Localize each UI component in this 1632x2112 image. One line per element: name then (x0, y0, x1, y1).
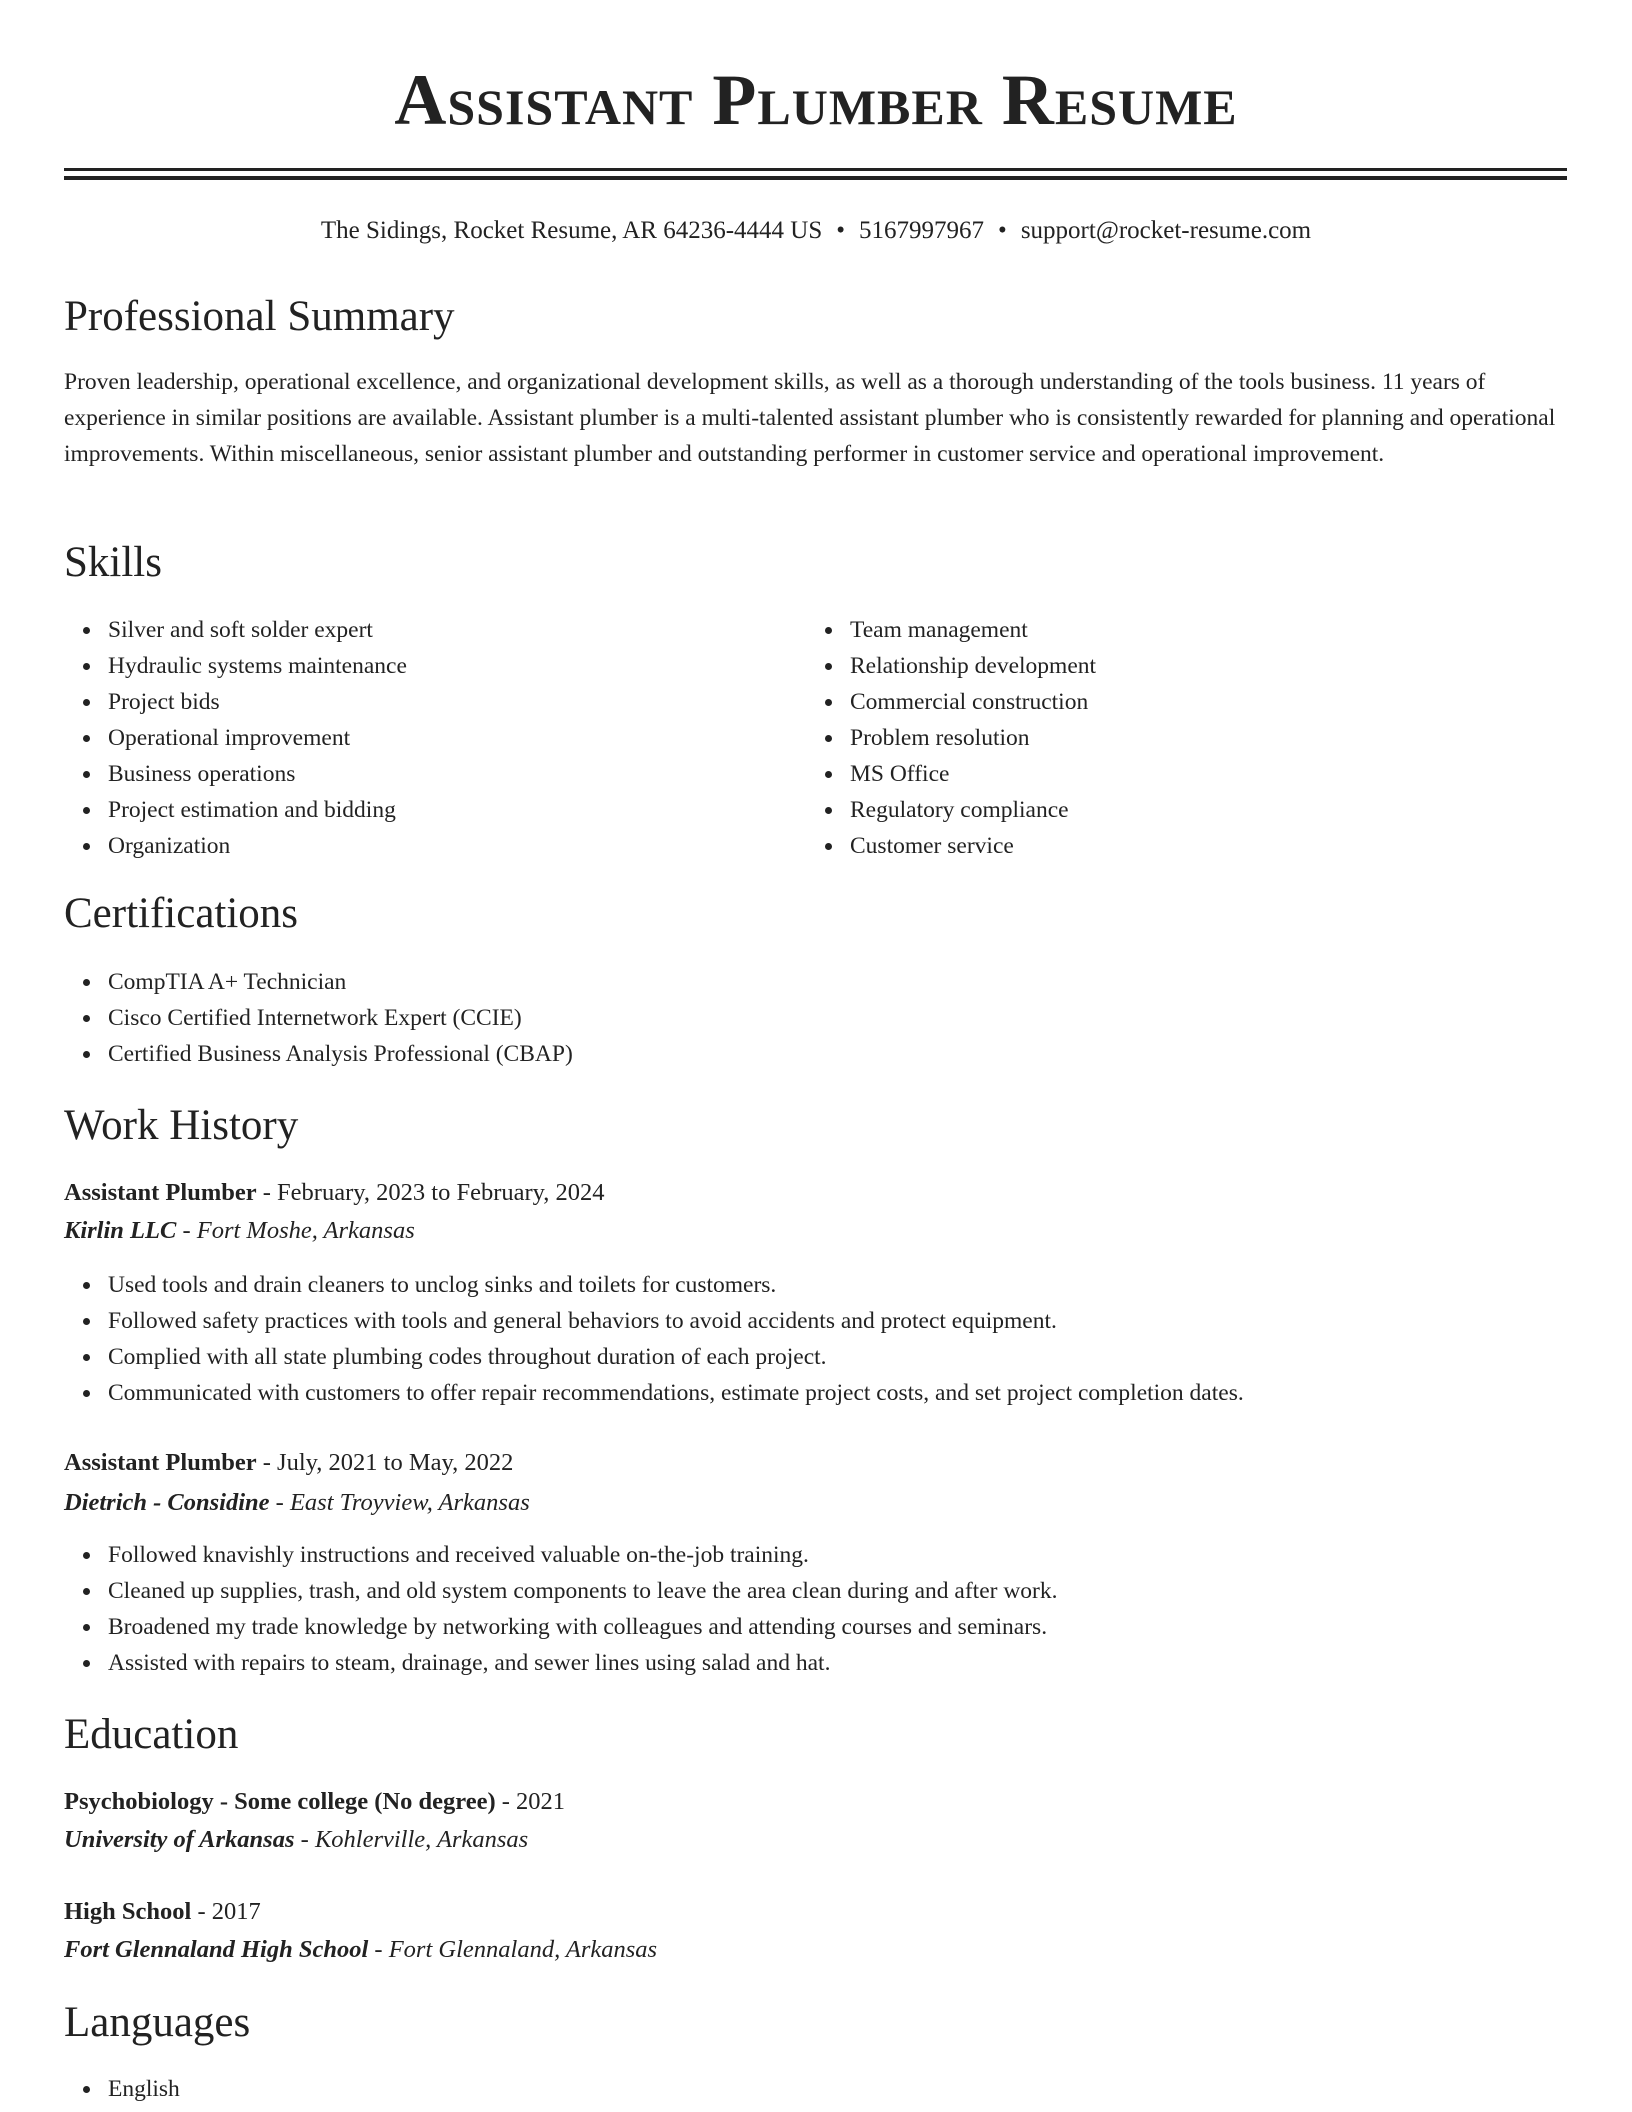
job-location: East Troyview, Arkansas (289, 1489, 530, 1516)
education-degree: High School (64, 1898, 192, 1925)
contact-email[interactable]: support@rocket-resume.com (1020, 217, 1312, 244)
job-entry (64, 1444, 1567, 1522)
title-divider-bottom (64, 176, 1567, 180)
resume-title: Assistant Plumber Resume (394, 60, 1238, 140)
skill-item: Team management (850, 612, 1096, 648)
skill-item: Problem resolution (850, 720, 1096, 756)
education-year: 2017 (211, 1898, 261, 1925)
job-dates: February, 2023 to February, 2024 (277, 1179, 605, 1206)
languages-heading: Languages (64, 1999, 251, 2046)
education-heading: Education (64, 1711, 239, 1758)
skill-item: Project estimation and bidding (108, 792, 407, 828)
summary-body (64, 364, 1567, 472)
skills-column-1 (64, 612, 407, 864)
education-degree: Psychobiology - Some college (No degree) (64, 1788, 496, 1815)
job-bullet-list (64, 1537, 1567, 1681)
job-bullet: Used tools and drain cleaners to unclog sinks and toilets for customers. (108, 1267, 1567, 1303)
job-title: Assistant Plumber (64, 1449, 257, 1476)
certifications-section (64, 889, 1567, 939)
education-degree-line: High School - 2017 (64, 1898, 261, 1925)
work-heading: Work History (64, 1102, 299, 1149)
contact-separator: • (998, 217, 1007, 244)
education-school-line: Fort Glennaland High School - Fort Glennaland, Arkansas (64, 1936, 658, 1963)
education-year: 2021 (516, 1788, 566, 1815)
summary-heading: Professional Summary (64, 293, 455, 340)
skills-heading: Skills (64, 539, 162, 586)
skill-item: Relationship development (850, 648, 1096, 684)
education-entry (64, 1893, 1567, 1969)
education-degree-line: Psychobiology - Some college (No degree) - 2021 (64, 1788, 566, 1815)
title-divider-top (64, 168, 1567, 171)
job-location: Fort Moshe, Arkansas (196, 1217, 415, 1244)
summary-section (64, 292, 1567, 342)
skill-item: Operational improvement (108, 720, 407, 756)
skill-item: Project bids (108, 684, 407, 720)
job-dates: July, 2021 to May, 2022 (277, 1449, 514, 1476)
summary-text: Proven leadership, operational excellence, and organizational development skills, as well as a thorough understanding of the tools business. 11 years of experience in similar positions are available. Assistant plumber is a multi-talented assistant plumber who is consistently rewarded for planning and operational improvements. Within miscellaneous, senior assistant plumber and outstanding performer in customer service and operational improvement. (64, 369, 1556, 467)
job-bullet-list (64, 1267, 1567, 1411)
job-title-line: Assistant Plumber - February, 2023 to February, 2024 (64, 1179, 605, 1206)
job-bullets (64, 1267, 1567, 1411)
certification-item: Certified Business Analysis Professional (CBAP) (108, 1036, 1567, 1072)
job-bullet: Assisted with repairs to steam, drainage, and sewer lines using salad and hat. (108, 1645, 1567, 1681)
job-entry (64, 1174, 1567, 1250)
job-bullet: Complied with all state plumbing codes throughout duration of each project. (108, 1339, 1567, 1375)
certifications-body (64, 964, 1567, 1072)
work-section (64, 1101, 1567, 1151)
job-bullet: Communicated with customers to offer repair recommendations, estimate project costs, and set project completion dates. (108, 1375, 1567, 1411)
certification-item: CompTIA A+ Technician (108, 964, 1567, 1000)
contact-separator: • (836, 217, 846, 244)
skill-item: Organization (108, 828, 407, 864)
certification-item: Cisco Certified Internetwork Expert (CCIE) (108, 1000, 1567, 1036)
job-company: Dietrich - Considine (64, 1489, 270, 1516)
job-company: Kirlin LLC (64, 1217, 177, 1244)
skills-column-2 (806, 612, 1096, 864)
skill-item: Business operations (108, 756, 407, 792)
skill-item: Commercial construction (850, 684, 1096, 720)
education-school-line: University of Arkansas - Kohlerville, Arkansas (64, 1826, 529, 1853)
contact-line (0, 214, 1632, 248)
job-title: Assistant Plumber (64, 1179, 257, 1206)
skills-section (64, 538, 1567, 588)
job-bullets (64, 1537, 1567, 1681)
certifications-list (64, 964, 1567, 1072)
education-location: Kohlerville, Arkansas (314, 1826, 529, 1853)
education-school: University of Arkansas (64, 1826, 295, 1853)
languages-list (64, 2071, 1567, 2107)
job-bullet: Followed safety practices with tools and general behaviors to avoid accidents and protect equipment. (108, 1303, 1567, 1339)
languages-body (64, 2071, 1567, 2107)
education-location: Fort Glennaland, Arkansas (388, 1936, 658, 1963)
contact-phone: 5167997967 (859, 217, 985, 244)
languages-section (64, 1998, 1567, 2048)
job-bullet: Broadened my trade knowledge by networking with colleagues and attending courses and seminars. (108, 1609, 1567, 1645)
job-bullet: Cleaned up supplies, trash, and old system components to leave the area clean during and after work. (108, 1573, 1567, 1609)
skill-item: Customer service (850, 828, 1096, 864)
education-school: Fort Glennaland High School (64, 1936, 369, 1963)
skill-item: Silver and soft solder expert (108, 612, 407, 648)
language-item: English (108, 2071, 1567, 2107)
education-entry (64, 1783, 1567, 1859)
skill-item: MS Office (850, 756, 1096, 792)
job-company-line: Dietrich - Considine - East Troyview, Arkansas (64, 1489, 530, 1516)
skill-item: Regulatory compliance (850, 792, 1096, 828)
job-bullet: Followed knavishly instructions and received valuable on-the-job training. (108, 1537, 1567, 1573)
job-company-line: Kirlin LLC - Fort Moshe, Arkansas (64, 1217, 415, 1244)
certifications-heading: Certifications (64, 890, 299, 937)
skill-item: Hydraulic systems maintenance (108, 648, 407, 684)
job-title-line: Assistant Plumber - July, 2021 to May, 2022 (64, 1449, 514, 1476)
education-section (64, 1710, 1567, 1760)
contact-address: The Sidings, Rocket Resume, AR 64236-4444 US (320, 217, 823, 244)
